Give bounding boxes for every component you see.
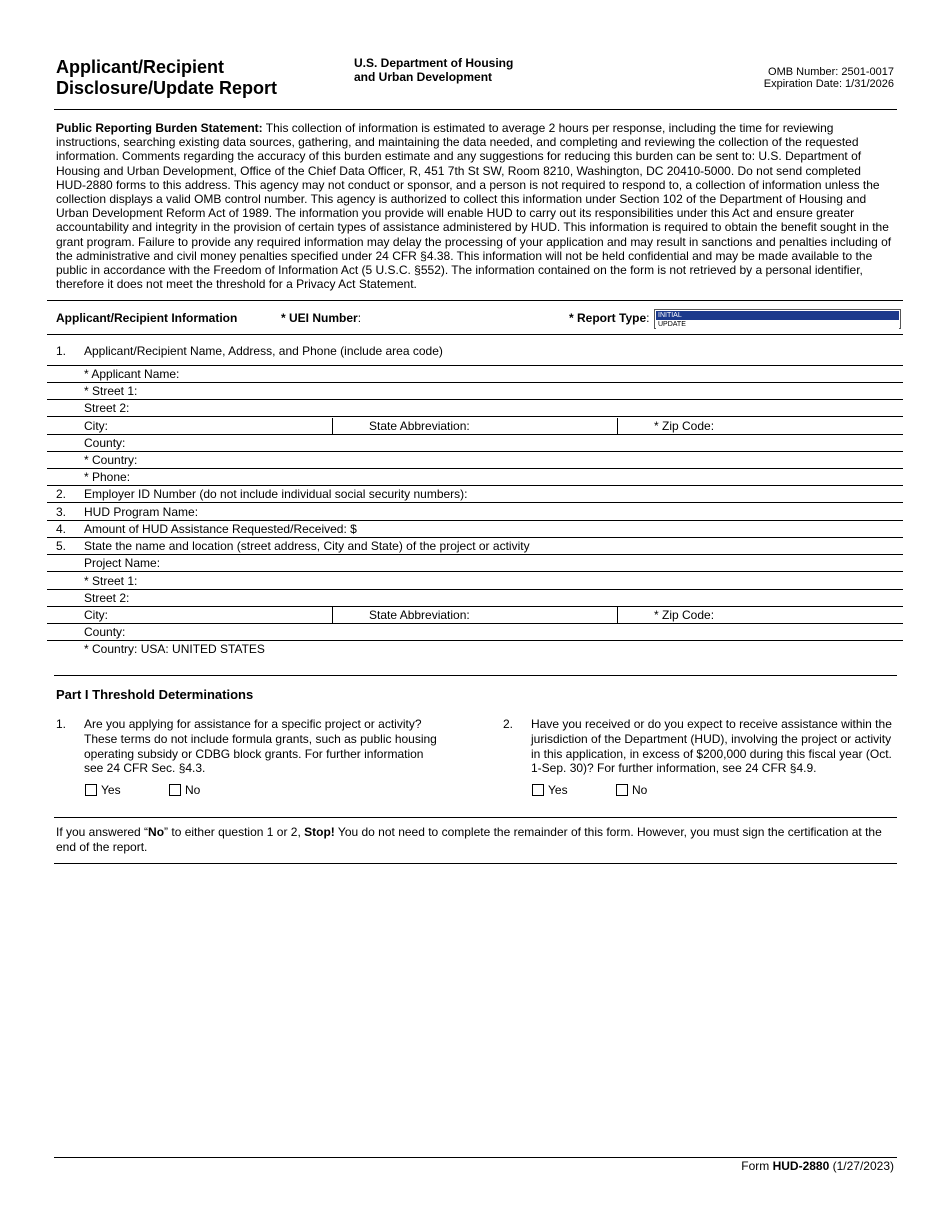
column-divider	[617, 607, 618, 624]
item-number: 4.	[56, 522, 67, 536]
form-id: HUD-2880	[772, 1159, 830, 1173]
stop-text-pre: If you answered “	[56, 825, 149, 839]
form-title	[56, 57, 326, 99]
divider	[54, 675, 897, 676]
expiration-date: Expiration Date: 1/31/2026	[763, 78, 894, 90]
uei-number-colon: :	[357, 311, 362, 325]
department-name	[354, 56, 554, 84]
field-label: * Street 1:	[84, 384, 138, 398]
report-type-colon: :	[646, 311, 650, 325]
project-name-field[interactable]	[47, 555, 903, 572]
question-number: 2.	[503, 717, 514, 731]
field-label: * Applicant Name:	[84, 367, 180, 381]
column-divider	[332, 418, 333, 435]
omb-info	[764, 66, 894, 90]
burden-heading: Public Reporting Burden Statement:	[56, 121, 263, 135]
stop-instruction	[56, 825, 896, 855]
checkbox-box[interactable]	[169, 784, 181, 796]
column-divider	[332, 607, 333, 624]
footer-divider	[54, 1157, 897, 1158]
department-line2: and Urban Development	[354, 70, 493, 84]
applicant-zip-label[interactable]: * Zip Code:	[654, 419, 715, 433]
applicant-state-label[interactable]: State Abbreviation:	[369, 419, 470, 433]
divider	[47, 300, 903, 301]
burden-text: This collection of information is estimated to average 2 hours per response, including the time for reviewing instructions, searching existing data sources, gathering, and maintaining the data needed, and completing and reviewing the collection of the requested information. Comments regarding the accuracy of this burden estimate and any suggestions for reducing this burden can be sent to: U.S. Department of Housing and Urban Development, Office of the Chief Data Officer, R, 451 7th St SW, Room 8210, Washington, DC 20410-5000. Do not send completed HUD-2880 forms to this address. This agency may not conduct or sponsor, and a person is not required to respond to, a collection of information unless the collection displays a valid OMB control number. This agency is authorized to collect this information under Section 102 of the Department of Housing and Urban Development Reform Act of 1989. The information you provide will enable HUD to carry out its responsibilities under this Act and ensure greater accountability and integrity in the provision of certain types of assistance administered by HUD. This information is required to obtain the benefit sought in the grant program. Failure to provide any required information may delay the processing of your application and may result in sanctions and penalties including of the administrative and civil money penalties specified under 24 CFR §4.38. This information will not be held confidential and may be made available to the public in accordance with the Freedom of Information Act (5 U.S.C. §552). The information contained on the form is not retrieved by a personal identifier, therefore it does not meet the threshold for a Privacy Act Statement.	[56, 121, 892, 292]
column-divider	[617, 418, 618, 435]
checkbox-label: Yes	[548, 783, 568, 797]
report-type-option-initial[interactable]: INITIAL	[656, 311, 899, 320]
stop-text-stop: Stop!	[304, 825, 335, 839]
applicant-info-label: Applicant/Recipient Information	[56, 311, 238, 325]
project-county-field[interactable]	[47, 624, 903, 641]
applicant-name-field[interactable]	[47, 366, 903, 383]
divider	[54, 817, 897, 818]
employer-id-field[interactable]	[47, 486, 903, 503]
question1-yes-checkbox[interactable]	[85, 783, 121, 797]
stop-text-mid: ” to either question 1 or 2,	[164, 825, 305, 839]
project-zip-label[interactable]: * Zip Code:	[654, 608, 715, 622]
project-city-state-zip-row	[47, 607, 903, 624]
form-prefix: Form	[741, 1159, 773, 1173]
applicant-country-field[interactable]	[47, 452, 903, 469]
project-street2-field[interactable]	[47, 590, 903, 607]
field-label: Employer ID Number (do not include individual social security numbers):	[84, 487, 468, 501]
field-label: State the name and location (street address, City and State) of the project or activity	[84, 539, 530, 553]
omb-number: OMB Number: 2501-0017	[768, 66, 894, 78]
divider	[54, 109, 897, 110]
uei-number-label-text: * UEI Number	[281, 311, 358, 325]
project-country-field[interactable]	[47, 641, 903, 658]
hud-program-name-field[interactable]	[47, 504, 903, 521]
item-label: Applicant/Recipient Name, Address, and Phone (include area code)	[84, 344, 443, 358]
form-title-line1: Applicant/Recipient	[56, 57, 225, 77]
applicant-phone-field[interactable]	[47, 469, 903, 486]
question2-text: Have you received or do you expect to receive assistance within the jurisdiction of the Department (HUD), involving the project or activity in this application, in excess of $200,000 during this fiscal year (Oct. 1-Sep. 30)? For further information, see 24 CFR §4.9.	[531, 717, 892, 776]
report-type-label-text: * Report Type	[569, 311, 647, 325]
applicant-street2-field[interactable]	[47, 400, 903, 417]
divider	[54, 863, 897, 864]
question1-text: Are you applying for assistance for a specific project or activity? These terms do not include formula grants, such as public housing operating subsidy or CDBG block grants. For further information see 24 CFR Sec. §4.3.	[84, 717, 437, 776]
field-label: County:	[84, 625, 126, 639]
question-number: 1.	[56, 717, 67, 731]
checkbox-label: No	[185, 783, 201, 797]
form-date: (1/27/2023)	[829, 1159, 894, 1173]
question2-yes-checkbox[interactable]	[532, 783, 568, 797]
question1-no-checkbox[interactable]	[169, 783, 200, 797]
checkbox-label: Yes	[101, 783, 121, 797]
project-city-label[interactable]: City:	[84, 608, 108, 622]
burden-statement	[56, 121, 894, 291]
checkbox-box[interactable]	[616, 784, 628, 796]
form-title-line2: Disclosure/Update Report	[56, 78, 278, 98]
field-label: * Street 1:	[84, 574, 138, 588]
field-label: * Phone:	[84, 470, 131, 484]
checkbox-label: No	[632, 783, 648, 797]
field-label: Street 2:	[84, 591, 130, 605]
checkbox-box[interactable]	[85, 784, 97, 796]
field-label: County:	[84, 436, 126, 450]
hud-assistance-amount-field[interactable]	[47, 521, 903, 538]
stop-text-no: No	[148, 825, 165, 839]
department-line1: U.S. Department of Housing	[354, 56, 514, 70]
item-number: 5.	[56, 539, 67, 553]
stop-text-post: You do not need to complete the remainder of this form. However, you must sign the certification at the end of the report.	[56, 825, 882, 854]
report-type-label	[569, 311, 649, 325]
part1-title: Part I Threshold Determinations	[56, 687, 254, 702]
divider	[47, 334, 903, 335]
question2-no-checkbox[interactable]	[616, 783, 647, 797]
field-label: * Country: USA: UNITED STATES	[84, 642, 265, 656]
checkbox-box[interactable]	[532, 784, 544, 796]
applicant-street1-field[interactable]	[47, 383, 903, 400]
project-location-heading	[47, 538, 903, 555]
field-label: Amount of HUD Assistance Requested/Received: $	[84, 522, 357, 536]
field-label: * Country:	[84, 453, 138, 467]
item-number: 2.	[56, 487, 67, 501]
project-street1-field[interactable]	[47, 573, 903, 590]
uei-number-label	[281, 311, 361, 325]
field-label: Project Name:	[84, 556, 161, 570]
project-state-label[interactable]: State Abbreviation:	[369, 608, 470, 622]
item-number: 3.	[56, 505, 67, 519]
report-type-option-update[interactable]: UPDATE	[656, 320, 899, 329]
report-type-listbox[interactable]	[654, 309, 901, 329]
field-label: Street 2:	[84, 401, 130, 415]
applicant-city-state-zip-row	[47, 418, 903, 435]
applicant-county-field[interactable]	[47, 435, 903, 452]
form-number	[741, 1159, 894, 1173]
uei-number-input[interactable]	[366, 309, 556, 327]
field-label: HUD Program Name:	[84, 505, 199, 519]
item-number: 1.	[56, 344, 67, 358]
applicant-city-label[interactable]: City:	[84, 419, 108, 433]
